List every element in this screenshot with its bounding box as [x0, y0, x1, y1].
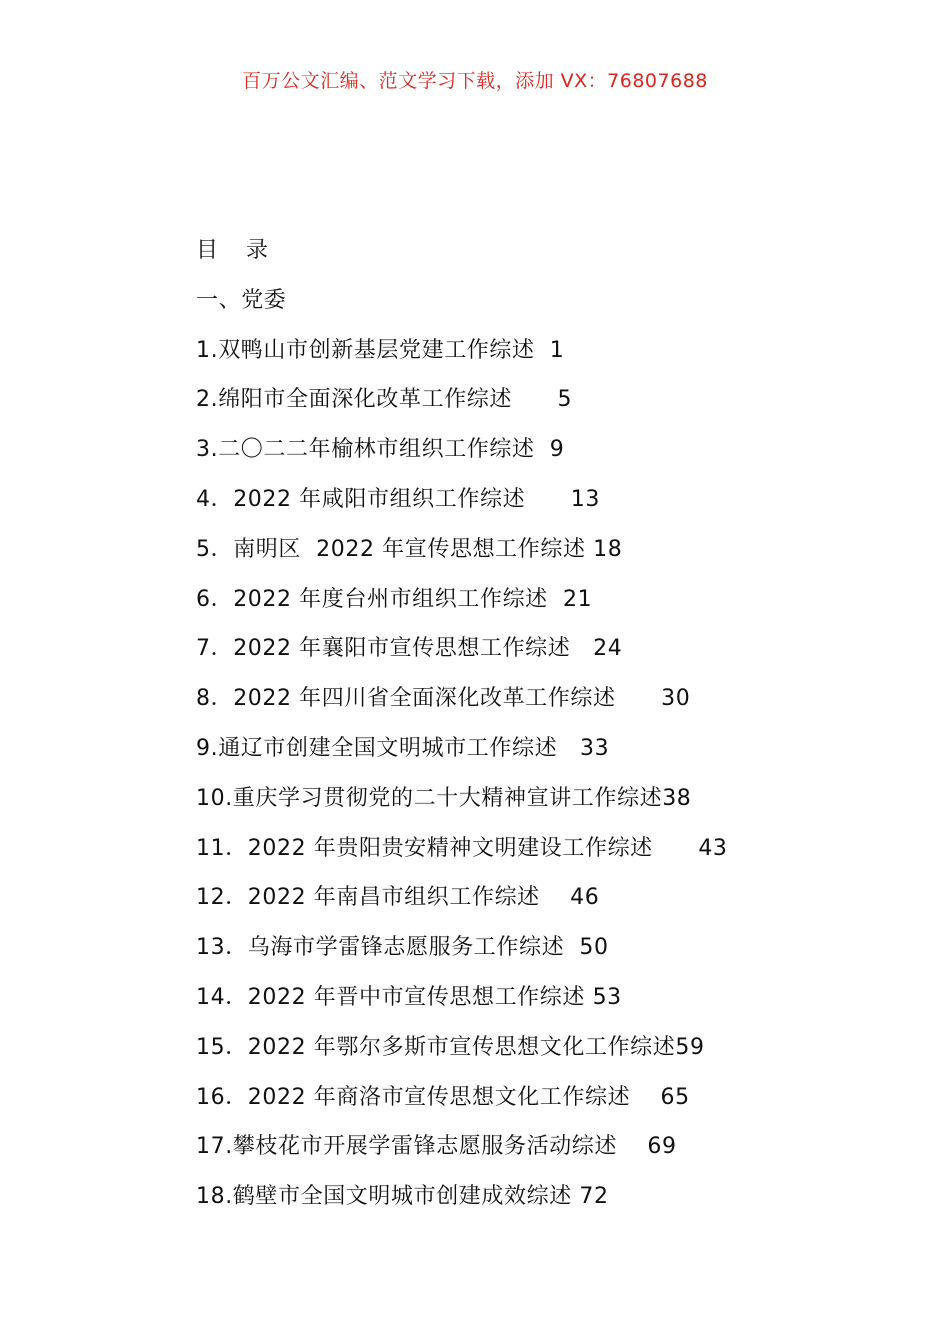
toc-item: 5．南明区 2022 年宣传思想工作综述 18	[196, 536, 623, 562]
toc-section-heading: 一、党委	[196, 287, 287, 313]
toc-item: 18.鹤壁市全国文明城市创建成效综述 72	[196, 1184, 609, 1210]
toc-item: 12．2022 年南昌市组织工作综述 46	[196, 885, 600, 911]
toc-item: 6．2022 年度台州市组织工作综述 21	[196, 586, 593, 612]
toc-item: 11．2022 年贵阳贵安精神文明建设工作综述 43	[196, 835, 728, 861]
toc-item: 3.二〇二二年榆林市组织工作综述 9	[196, 437, 565, 463]
toc-item: 9.通辽市创建全国文明城市工作综述 33	[196, 735, 610, 761]
toc-item: 1.双鸭山市创新基层党建工作综述 1	[196, 337, 565, 363]
toc-item: 15．2022 年鄂尔多斯市宣传思想文化工作综述59	[196, 1034, 705, 1060]
toc-item: 8．2022 年四川省全面深化改革工作综述 30	[196, 686, 691, 712]
toc-item: 4．2022 年咸阳市组织工作综述 13	[196, 486, 600, 512]
header-notice: 百万公文汇编、范文学习下载，添加 VX：76807688	[242, 70, 708, 92]
toc-item: 10.重庆学习贯彻党的二十大精神宣讲工作综述38	[196, 785, 692, 811]
toc-item: 7．2022 年襄阳市宣传思想工作综述 24	[196, 636, 623, 662]
toc-item: 16．2022 年商洛市宣传思想文化工作综述 65	[196, 1084, 690, 1110]
table-of-contents	[196, 226, 816, 1222]
toc-title: 目 录	[196, 238, 268, 263]
toc-item: 2.绵阳市全面深化改革工作综述 5	[196, 387, 573, 413]
toc-item: 14．2022 年晋中市宣传思想工作综述 53	[196, 984, 622, 1010]
toc-item: 17.攀枝花市开展学雷锋志愿服务活动综述 69	[196, 1134, 677, 1160]
toc-item: 13．乌海市学雷锋志愿服务工作综述 50	[196, 935, 609, 961]
